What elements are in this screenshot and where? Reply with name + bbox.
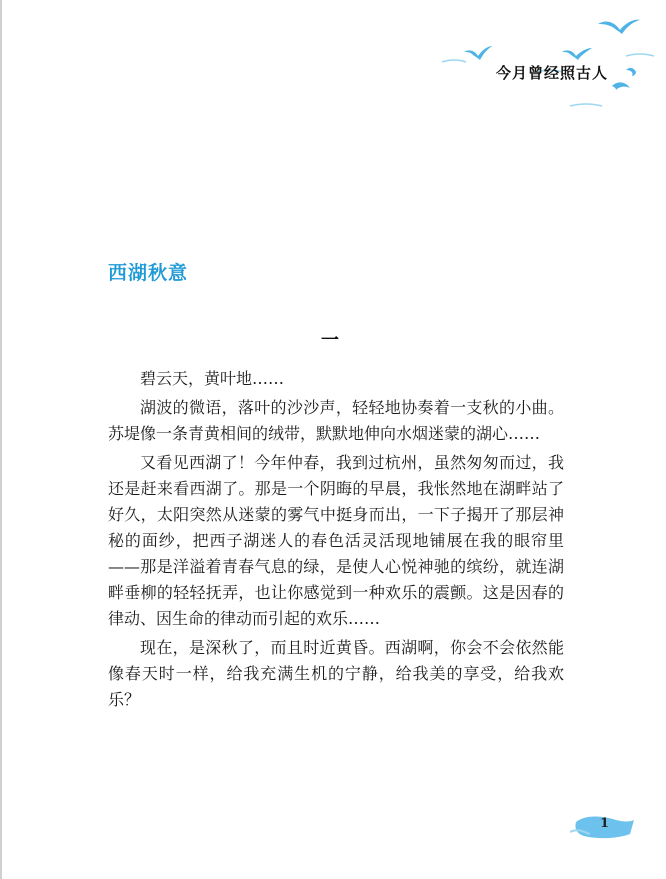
page-number: 1 [600,816,610,831]
paragraph: 又看见西湖了！今年仲春，我到过杭州，虽然匆匆而过，我还是赶来看西湖了。那是一个阴晦的早晨，我怅然地在湖畔站了好久，太阳突然从迷蒙的雾气中挺身而出，一下子揭开了那层神秘的面纱，把西子湖迷人的春色活灵活现地铺展在我的眼帘里——那是洋溢着青春气息的绿，是使人心悦神驰的缤纷，就连湖畔垂柳的轻轻抚弄，也让你感觉到一种欢乐的震颤。这是因春的律动、因生命的律动而引起的欢乐…… [108,453,564,628]
page-edge [0,0,2,879]
chapter-title: 西湖秋意 [108,262,189,284]
paragraph: 现在，是深秋了，而且时近黄昏。西湖啊，你会不会依然能像春天时一样，给我充满生机的宁静，给我美的享受，给我欢乐？ [108,638,564,709]
paragraph: 湖波的微语，落叶的沙沙声，轻轻地协奏着一支秋的小曲。苏堤像一条青黄相间的绒带，默默地伸向水烟迷蒙的湖心…… [108,398,564,443]
paragraph: 碧云天，黄叶地…… [140,369,285,388]
running-head-title: 今月曾经照古人 [495,64,608,82]
section-number: 一 [321,330,339,351]
body-text [108,366,564,716]
